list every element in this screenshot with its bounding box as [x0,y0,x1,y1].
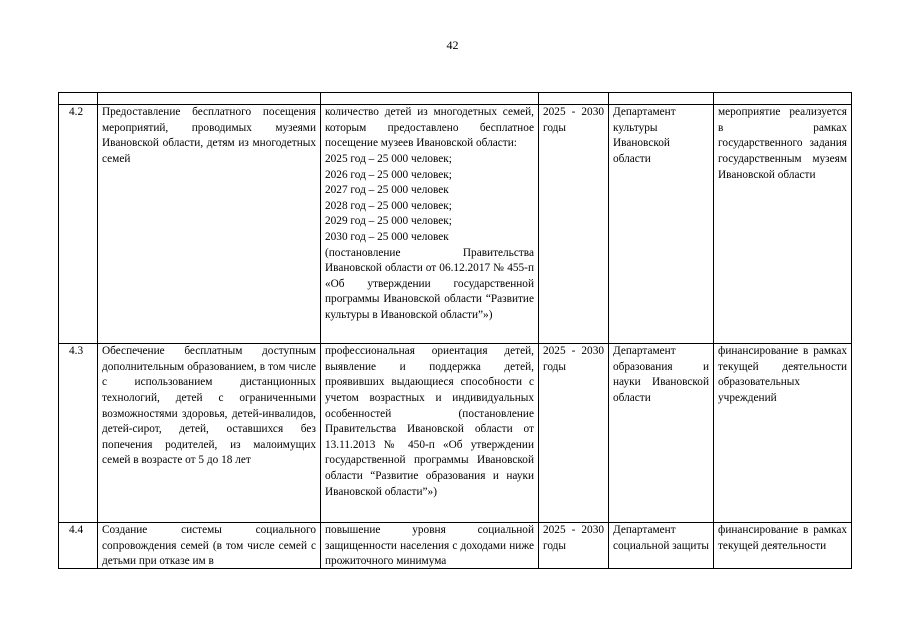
table-header-continuation-row [59,93,852,105]
indicator-cell [321,105,539,344]
row-number: 4.2 [59,105,98,344]
term-cell: 2025 - 2030 годы [539,344,609,523]
indicator-intro: количество детей из многодетных семей, которым предоставлено бесплатное посещение музеев Ивановской области: [325,106,534,150]
measures-table [58,92,852,569]
indicator-cell [321,523,539,569]
blank-cell [609,93,714,105]
term-cell: 2025 - 2030 годы [539,105,609,344]
indicator-year: 2027 год – 25 000 человек [325,184,449,197]
page-number: 42 [446,38,459,52]
blank-cell [539,93,609,105]
indicator-year: 2025 год – 25 000 человек; [325,153,452,166]
term-cell [539,523,609,569]
table-row [59,523,852,569]
indicator-cell: профессиональная ориентация детей, выявление и поддержка детей, проявивших выдающиеся способности с учетом возрастных и индивидуальных особенностей (постановление Правительства Ивановской области от 13.11.2013 № 450-п «Об утверждении государственной программы Ивановской области “Развитие образования и науки Ивановской области”») [321,344,539,523]
indicator-year: 2030 год – 25 000 человек [325,231,449,243]
blank-cell [321,93,539,105]
activity-cell [98,523,321,569]
indicator-year: 2028 год – 25 000 человек; [325,199,452,212]
indicator-year: 2029 год – 25 000 человек; [325,215,452,228]
blank-cell [59,93,98,105]
note-cell: финансирование в рамках текущей деятельности образовательных учреждений [714,344,852,523]
indicator-year: 2026 год – 25 000 человек; [325,168,452,181]
table-row [59,105,852,344]
executor-text: Департамент социальной защиты [613,524,709,552]
note-cell: мероприятие реализуется в рамках государственного задания государственным музеям Ивановской области [714,105,852,344]
blank-cell [98,93,321,105]
executor-cell [609,523,714,569]
executor-cell: Департамент культуры Ивановской области [609,105,714,344]
note-cell [714,523,852,569]
term-text: 2025 - 2030 годы [543,524,604,552]
indicator-outro: (постановление Правительства Ивановской области от 06.12.2017 № 455-п «Об утверждении государственной программы Ивановской области “Развитие культуры в Ивановской области”») [325,246,534,321]
activity-cell: Обеспечение бесплатным доступным дополнительным образованием, в том числе с использованием дистанционных технологий, детей с ограниченными возможностями здоровья, детей-инвалидов, детей-сирот, детей, оставшихся без попечения родителей, из малоимущих семей в возрасте от 5 до 18 лет [98,344,321,523]
indicator-text: повышение уровня социальной защищенности населения с доходами ниже прожиточного минимума [325,524,534,568]
executor-cell: Департамент образования и науки Ивановской области [609,344,714,523]
row-number: 4.4 [59,523,98,569]
activity-text: Создание системы социального сопровождения семей (в том числе семей с детьми при отказе им в [102,524,316,568]
activity-cell: Предоставление бесплатного посещения мероприятий, проводимых музеями Ивановской области, детям из многодетных семей [98,105,321,344]
blank-cell [714,93,852,105]
table-row [59,344,852,523]
note-text: финансирование в рамках текущей деятельности [718,524,847,552]
row-number: 4.3 [59,344,98,523]
